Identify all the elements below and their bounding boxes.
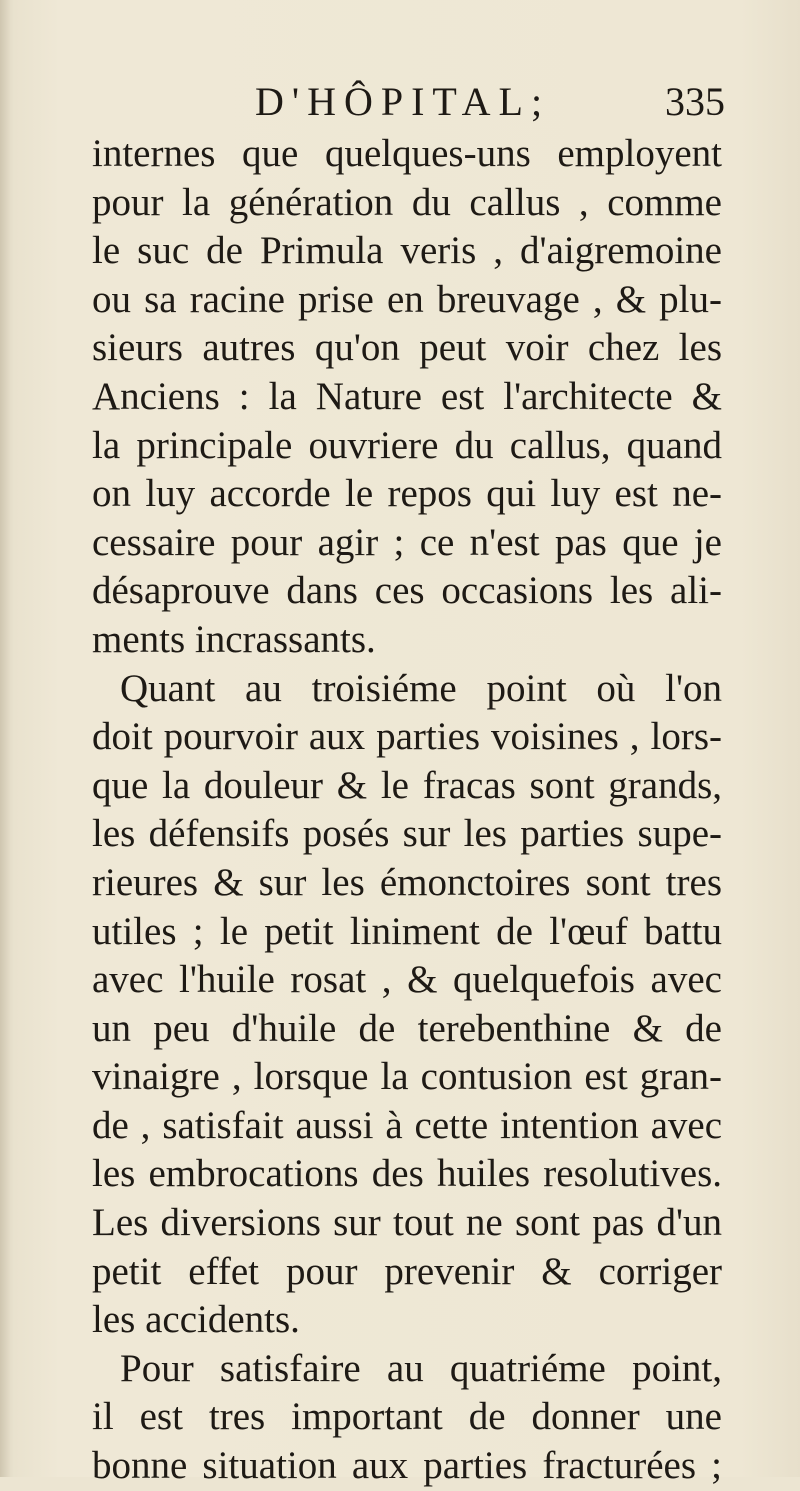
text-line: de , satisfait aussi à cette intention avec — [92, 1103, 722, 1147]
text-line: un peu d'huile de terebenthine & de — [92, 1006, 722, 1050]
text-line: on luy accorde le repos qui luy est ne- — [92, 472, 722, 516]
text-line: pour la génération du callus , comme — [92, 180, 722, 224]
text-line: désaprouve dans ces occasions les ali- — [92, 569, 722, 613]
page-number: 335 — [665, 79, 725, 124]
text-line: sieurs autres qu'on peut voir chez les — [92, 326, 722, 370]
text-line: les embrocations des huiles resolutives. — [92, 1152, 722, 1196]
running-head: D'HÔPITAL; — [255, 79, 551, 124]
text-line: ments incrassants. — [92, 617, 376, 661]
text-line: les défensifs posés sur les parties supe- — [92, 812, 722, 856]
page-header — [255, 78, 725, 128]
text-line: que la douleur & le fracas sont grands, — [92, 763, 722, 807]
text-line: avec l'huile rosat , & quelquefois avec — [92, 958, 722, 1002]
text-line: utiles ; le petit liniment de l'œuf battu — [92, 909, 722, 953]
text-line: bonne situation aux parties fracturées ; — [92, 1444, 722, 1488]
paragraph-start-line: Pour satisfaire au quatriéme point, — [120, 1346, 722, 1390]
body-text — [92, 130, 722, 1491]
page-gutter — [0, 0, 10, 1477]
text-line: ou sa racine prise en breuvage , & plu- — [92, 277, 722, 321]
text-line: il est tres important de donner une — [92, 1395, 722, 1439]
text-line: vinaigre , lorsque la contusion est gran- — [92, 1055, 722, 1099]
text-line: rieures & sur les émonctoires sont tres — [92, 860, 722, 904]
text-line: le suc de Primula veris , d'aigremoine — [92, 229, 722, 273]
text-line: Anciens : la Nature est l'architecte & — [92, 374, 722, 418]
text-line: la principale ouvriere du callus, quand — [92, 423, 722, 467]
text-line: les accidents. — [92, 1298, 300, 1342]
text-line: doit pourvoir aux parties voisines , lors- — [92, 715, 722, 759]
paragraph-start-line: Quant au troisiéme point où l'on — [120, 666, 722, 710]
text-line: cessaire pour agir ; ce n'est pas que je — [92, 520, 722, 564]
text-line: internes que quelques-uns employent — [92, 132, 722, 175]
text-line: Les diversions sur tout ne sont pas d'un — [92, 1201, 722, 1245]
text-line: petit effet pour prevenir & corriger — [92, 1249, 722, 1293]
